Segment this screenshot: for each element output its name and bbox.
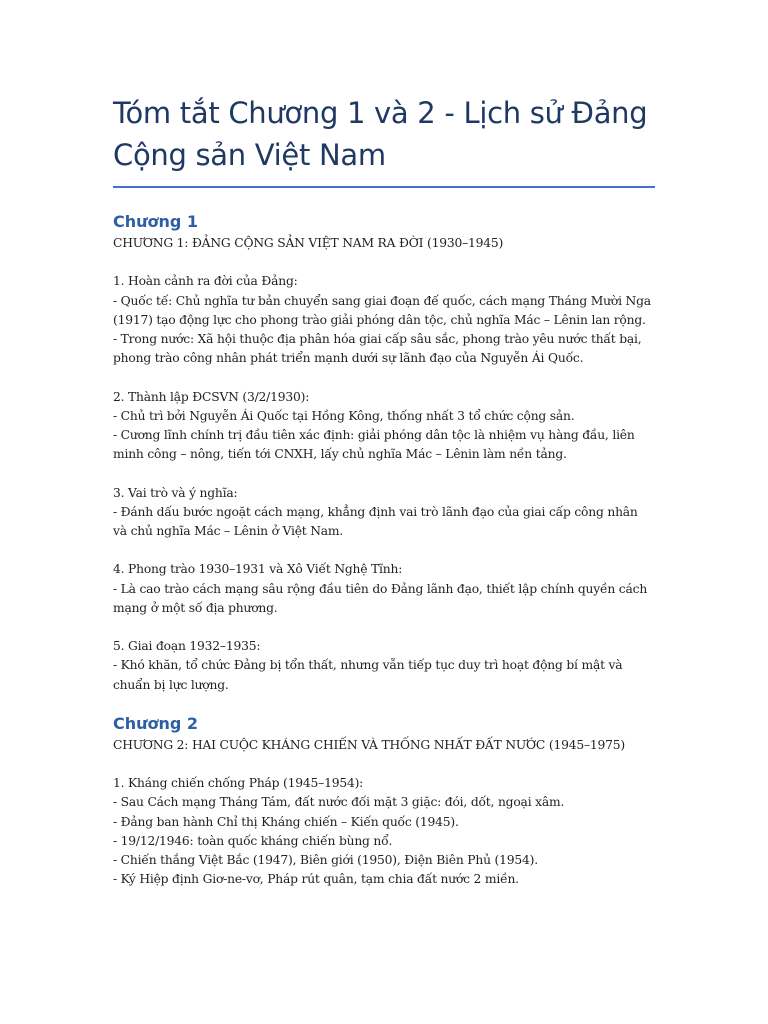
chapter-subtitle: CHƯƠNG 1: ĐẢNG CỘNG SẢN VIỆT NAM RA ĐỜI (1930–1945) bbox=[113, 236, 504, 250]
section-paragraph: 4. Phong trào 1930–1931 và Xô Viết Nghệ Tĩnh: - Là cao trào cách mạng sâu rộng đầu tiên do Đảng lãnh đạo, thiết lập chính quyền cách mạng ở một số địa phương. bbox=[113, 562, 648, 615]
section-paragraph: 2. Thành lập ĐCSVN (3/2/1930): - Chủ trì bởi Nguyễn Ái Quốc tại Hồng Kông, thống nhất 3 tổ chức cộng sản. - Cương lĩnh chính trị đầu tiên xác định: giải phóng dân tộc là nhiệm vụ hàng đầu, liên minh công – nông, tiến tới CNXH, lấy chủ nghĩa Mác – Lênin làm nền tảng. bbox=[113, 389, 635, 462]
paragraph-gap bbox=[113, 618, 655, 637]
paragraph-gap bbox=[113, 368, 655, 387]
paragraph-gap bbox=[113, 253, 655, 272]
section-paragraph: 1. Kháng chiến chống Pháp (1945–1954): - Sau Cách mạng Tháng Tám, đất nước đối mặt 3 giặc: đói, dốt, ngoại xâm. - Đảng ban hành Chỉ thị Kháng chiến – Kiến quốc (1945). - 19/12/1946: toàn quốc kháng chiến bùng nổ. - Chiến thắng Việt Bắc (1947), Biên giới (1950), Điện Biên Phủ (1954). - Ký Hiệp định Giơ-ne-vơ, Pháp rút quân, tạm chia đất nước 2 miền. bbox=[113, 776, 565, 887]
section-paragraph: 1. Hoàn cảnh ra đời của Đảng: - Quốc tế: Chủ nghĩa tư bản chuyển sang giai đoạn đế quốc, cách mạng Tháng Mười Nga (1917) tạo động lực cho phong trào giải phóng dân tộc, chủ nghĩa Mác – Lênin lan rộng. - Trong nước: Xã hội thuộc địa phân hóa giai cấp sâu sắc, phong trào yêu nước thất bại, phong trào công nhân phát triển mạnh dưới sự lãnh đạo của Nguyễn Ái Quốc. bbox=[113, 274, 651, 366]
paragraph-gap bbox=[113, 541, 655, 560]
paragraph-gap bbox=[113, 464, 655, 483]
chapter-1 bbox=[113, 211, 655, 695]
section-paragraph: 5. Giai đoạn 1932–1935: - Khó khăn, tổ chức Đảng bị tổn thất, nhưng vẫn tiếp tục duy trì hoạt động bí mật và chuẩn bị lực lượng. bbox=[113, 639, 623, 692]
chapter-heading: Chương 2 bbox=[113, 713, 199, 733]
title-underline bbox=[113, 186, 655, 188]
document-title: Tóm tắt Chương 1 và 2 - Lịch sử Đảng Cộng sản Việt Nam bbox=[113, 96, 648, 172]
chapter-2 bbox=[113, 713, 655, 890]
section-paragraph: 3. Vai trò và ý nghĩa: - Đánh dấu bước ngoặt cách mạng, khẳng định vai trò lãnh đạo của giai cấp công nhân và chủ nghĩa Mác – Lênin ở Việt Nam. bbox=[113, 485, 638, 538]
chapter-subtitle: CHƯƠNG 2: HAI CUỘC KHÁNG CHIẾN VÀ THỐNG NHẤT ĐẤT NƯỚC (1945–1975) bbox=[113, 737, 625, 752]
document-page bbox=[113, 92, 655, 889]
paragraph-gap bbox=[113, 755, 655, 774]
chapter-heading: Chương 1 bbox=[113, 212, 199, 231]
